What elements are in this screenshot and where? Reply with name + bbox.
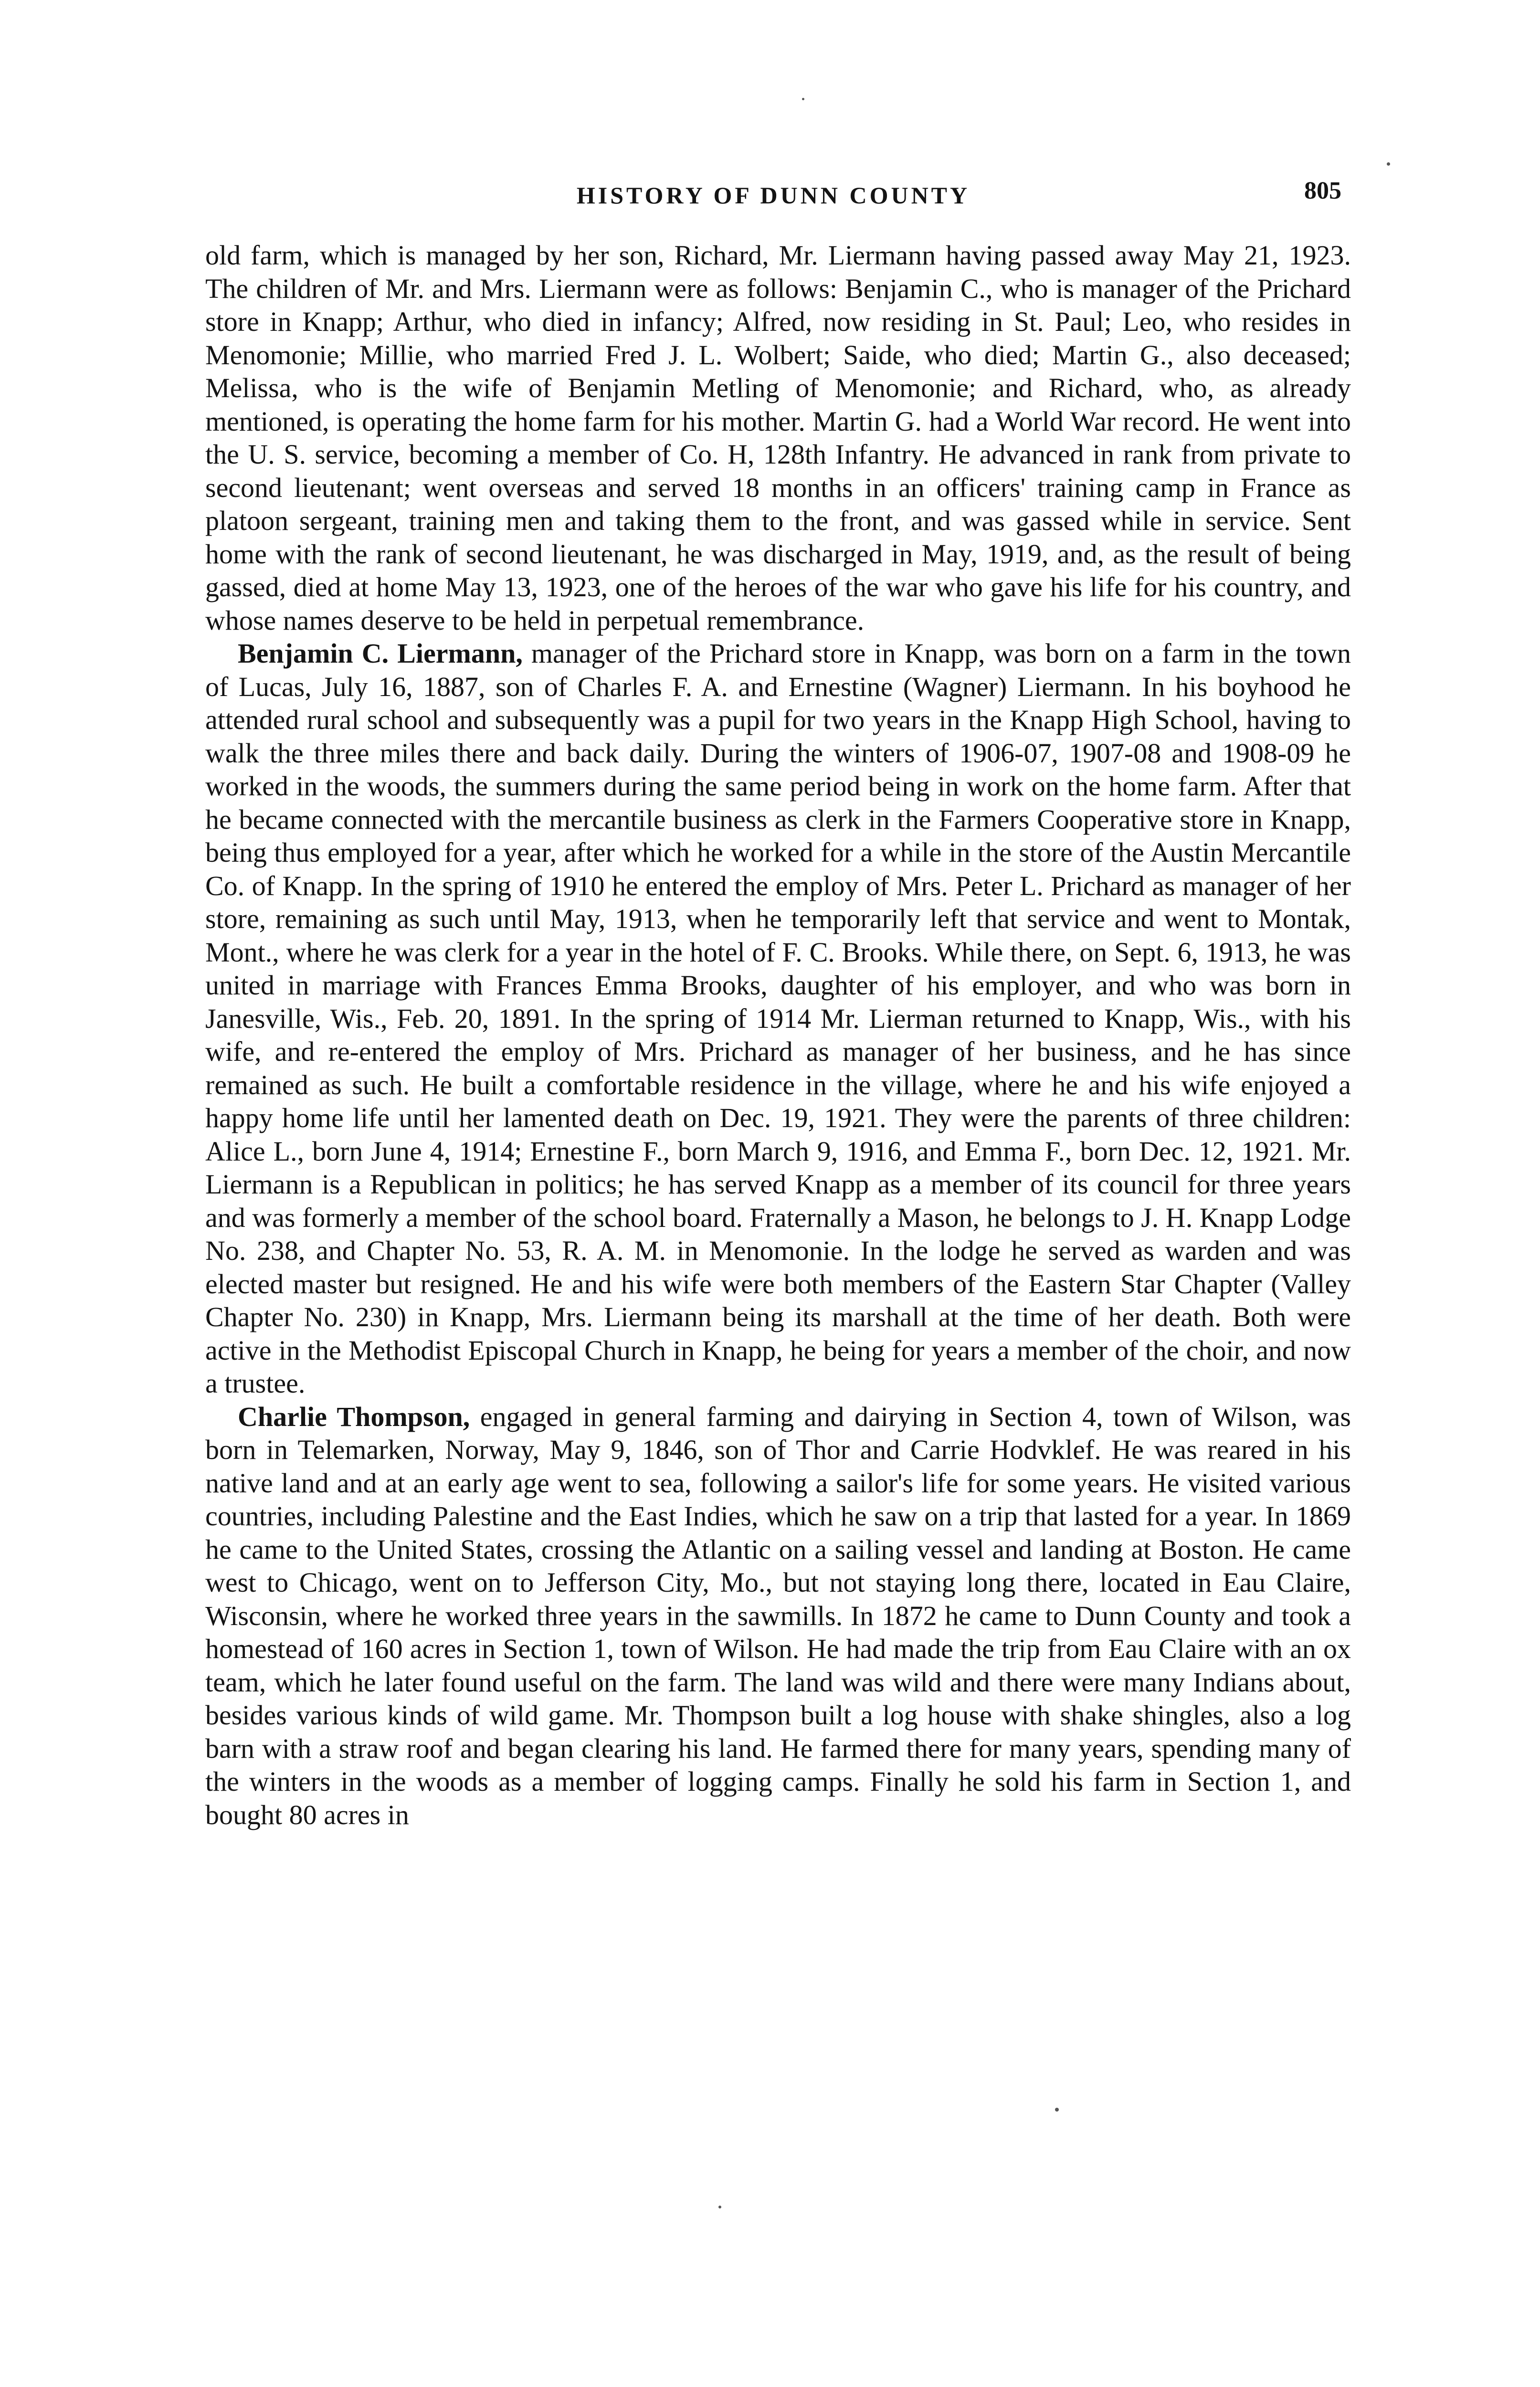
entry-name: Benjamin C. Liermann,: [238, 638, 523, 669]
scan-speck: [718, 2206, 721, 2208]
scan-speck: [1055, 2108, 1059, 2112]
paragraph-text: old farm, which is managed by her son, Richard, Mr. Liermann having passed away May 21, 1923. The children of Mr. and Mrs. Liermann were as follows: Benjamin C., who is manager of the Prichard store in Knapp; Arthur, who died in infancy; Alfred, now residing in St. Paul; Leo, who resides in Menomonie; Millie, who married Fred J. L. Wolbert; Saide, who died; Martin G., also deceased; Melissa, who is the wife of Benjamin Metling of Menomonie; and Richard, who, as already mentioned, is operating the home farm for his mother. Martin G. had a World War record. He went into the U. S. service, becoming a member of Co. H, 128th Infantry. He advanced in rank from private to second lieutenant; went overseas and served 18 months in an officers' training camp in France as platoon sergeant, training men and taking them to the front, and was gassed while in service. Sent home with the rank of second lieutenant, he was discharged in May, 1919, and, as the result of being gassed, died at home May 13, 1923, one of the heroes of the war who gave his life for his country, and whose names deserve to be held in perpetual remembrance.: [205, 240, 1351, 636]
biography-entry: [205, 1400, 1351, 1832]
scan-speck: [802, 98, 804, 100]
page-number: 805: [1304, 177, 1341, 204]
paragraph-text: manager of the Prichard store in Knapp, was born on a farm in the town of Lucas, July 16, 1887, son of Charles F. A. and Ernestine (Wagner) Liermann. In his boyhood he attended rural school and subsequently was a pupil for two years in the Knapp High School, having to walk the three miles there and back daily. During the winters of 1906-07, 1907-08 and 1908-09 he worked in the woods, the summers during the same period being in work on the home farm. After that he became connected with the mercantile business as clerk in the Farmers Cooperative store in Knapp, being thus employed for a year, after which he worked for a while in the store of the Austin Mercantile Co. of Knapp. In the spring of 1910 he entered the employ of Mrs. Peter L. Prichard as manager of her store, remaining as such until May, 1913, when he temporarily left that service and went to Montak, Mont., where he was clerk for a year in the hotel of F. C. Brooks. While there, on Sept. 6, 1913, he was united in marriage with Frances Emma Brooks, daughter of his employer, and who was born in Janesville, Wis., Feb. 20, 1891. In the spring of 1914 Mr. Lierman returned to Knapp, Wis., with his wife, and re-entered the employ of Mrs. Prichard as manager of her business, and he has since remained as such. He built a comfortable residence in the village, where he and his wife enjoyed a happy home life until her lamented death on Dec. 19, 1921. They were the parents of three children: Alice L., born June 4, 1914; Ernestine F., born March 9, 1916, and Emma F., born Dec. 12, 1921. Mr. Liermann is a Republican in politics; he has served Knapp as a member of its council for three years and was formerly a member of the school board. Fraternally a Mason, he belongs to J. H. Knapp Lodge No. 238, and Chapter No. 53, R. A. M. in Menomonie. In the lodge he served as warden and was elected master but resigned. He and his wife were both members of the Eastern Star Chapter (Valley Chapter No. 230) in Knapp, Mrs. Liermann being its marshall at the time of her death. Both were active in the Methodist Episcopal Church in Knapp, he being for years a member of the choir, and now a trustee.: [205, 638, 1351, 1399]
scan-speck: [1387, 162, 1390, 166]
biography-entry: [205, 637, 1351, 1400]
paragraph-text: engaged in general farming and dairying in Section 4, town of Wilson, was born in Telemarken, Norway, May 9, 1846, son of Thor and Carrie Hodvklef. He was reared in his native land and at an early age went to sea, following a sailor's life for some years. He visited various countries, including Palestine and the East Indies, which he saw on a trip that lasted for a year. In 1869 he came to the United States, crossing the Atlantic on a sailing vessel and landing at Boston. He came west to Chicago, went on to Jefferson City, Mo., but not staying long there, located in Eau Claire, Wisconsin, where he worked three years in the sawmills. In 1872 he came to Dunn County and took a homestead of 160 acres in Section 1, town of Wilson. He had made the trip from Eau Claire with an ox team, which he later found useful on the farm. The land was wild and there were many Indians about, besides various kinds of wild game. Mr. Thompson built a log house with shake shingles, also a log barn with a straw roof and began clearing his land. He farmed there for many years, spending many of the winters in the woods as a member of logging camps. Finally he sold his farm in Section 1, and bought 80 acres in: [205, 1401, 1351, 1830]
body-text: [205, 239, 1351, 1831]
page-header: [205, 177, 1341, 224]
paragraph-continuation: [205, 239, 1351, 637]
entry-name: Charlie Thompson,: [238, 1401, 470, 1432]
running-title: HISTORY OF DUNN COUNTY: [576, 182, 970, 209]
